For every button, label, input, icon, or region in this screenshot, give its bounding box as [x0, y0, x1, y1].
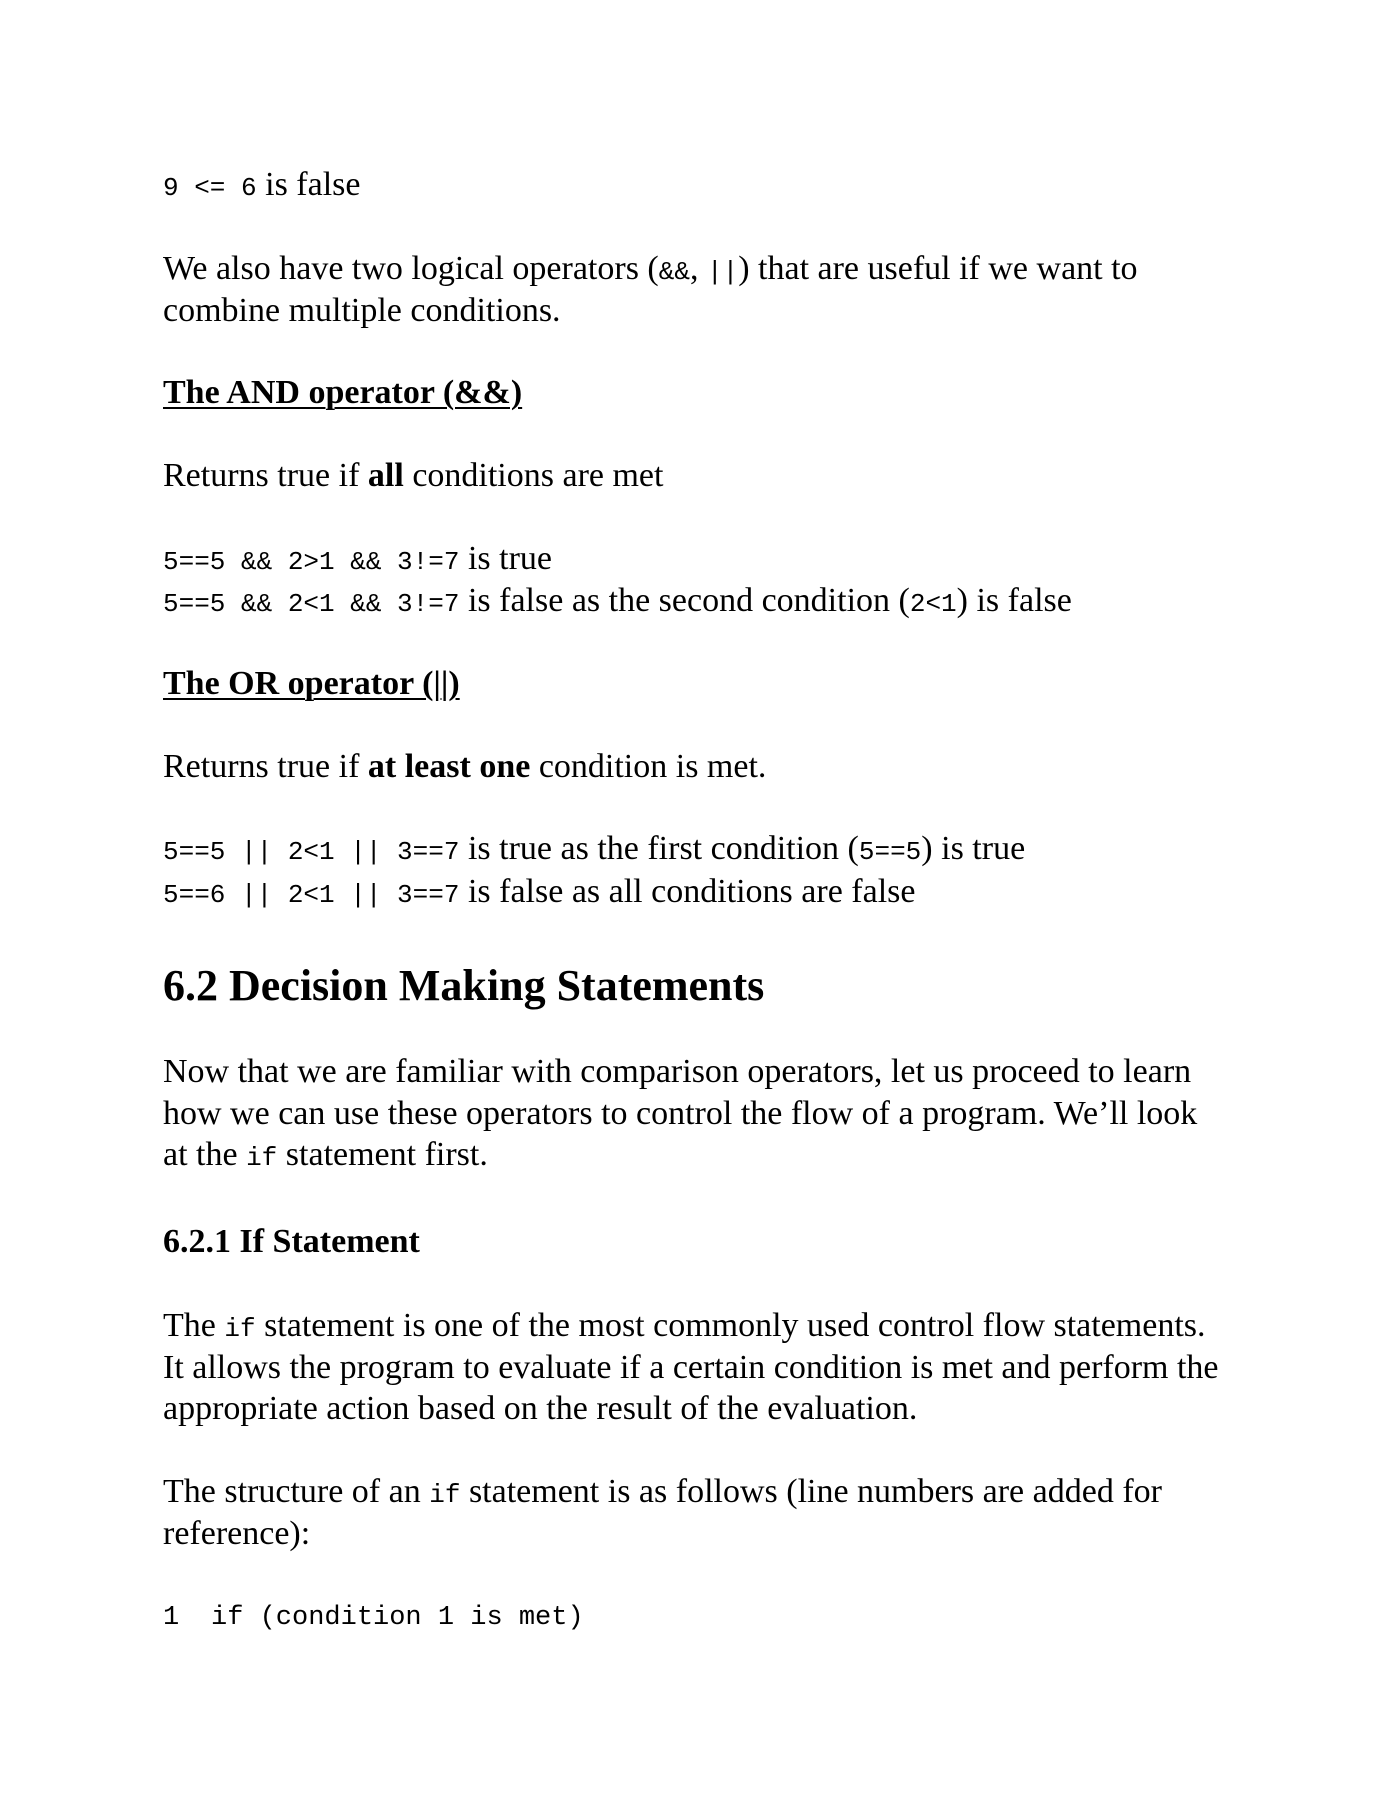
- intro-paragraph-line-1: We also have two logical operators (&&, ||) that are useful if we want to: [163, 250, 1138, 287]
- and-example-1: 5==5 && 2>1 && 3!=7 is true: [163, 540, 552, 577]
- if-paragraph-line-3: appropriate action based on the result of the evaluation.: [163, 1390, 918, 1427]
- structure-paragraph-line-1: The structure of an if statement is as follows (line numbers are added for: [163, 1473, 1162, 1510]
- line-number: 1: [163, 1603, 180, 1633]
- code-snippet: 9 <= 6: [163, 173, 257, 203]
- or-example-2: 5==6 || 2<1 || 3==7 is false as all conditions are false: [163, 873, 916, 910]
- if-paragraph-line-2: It allows the program to evaluate if a certain condition is met and perform the: [163, 1349, 1219, 1386]
- code-block-line: [163, 1598, 584, 1638]
- if-paragraph-line-1: The if statement is one of the most commonly used control flow statements.: [163, 1307, 1206, 1344]
- and-example-2: 5==5 && 2<1 && 3!=7 is false as the second condition (2<1) is false: [163, 582, 1072, 619]
- section-6-2-paragraph-line-3: at the if statement first.: [163, 1136, 488, 1173]
- and-operator-heading: The AND operator (&&): [163, 374, 523, 411]
- section-6-2-paragraph-line-2: how we can use these operators to control the flow of a program. We’ll look: [163, 1095, 1198, 1132]
- code-text: if (condition 1 is met): [211, 1603, 584, 1633]
- section-6-2-title: 6.2 Decision Making Statements: [163, 961, 765, 1010]
- comparison-example-line: 9 <= 6 is false: [163, 166, 361, 203]
- section-6-2-paragraph-line-1: Now that we are familiar with comparison operators, let us proceed to learn: [163, 1053, 1192, 1090]
- section-6-2-1-title: 6.2.1 If Statement: [163, 1223, 420, 1260]
- or-example-1: 5==5 || 2<1 || 3==7 is true as the first condition (5==5) is true: [163, 830, 1026, 867]
- or-operator-description: Returns true if at least one condition is met.: [163, 748, 767, 785]
- structure-paragraph-line-2: reference):: [163, 1515, 311, 1552]
- intro-paragraph-line-2: combine multiple conditions.: [163, 292, 561, 329]
- or-operator-heading: The OR operator (||): [163, 665, 460, 702]
- and-operator-description: Returns true if all conditions are met: [163, 457, 664, 494]
